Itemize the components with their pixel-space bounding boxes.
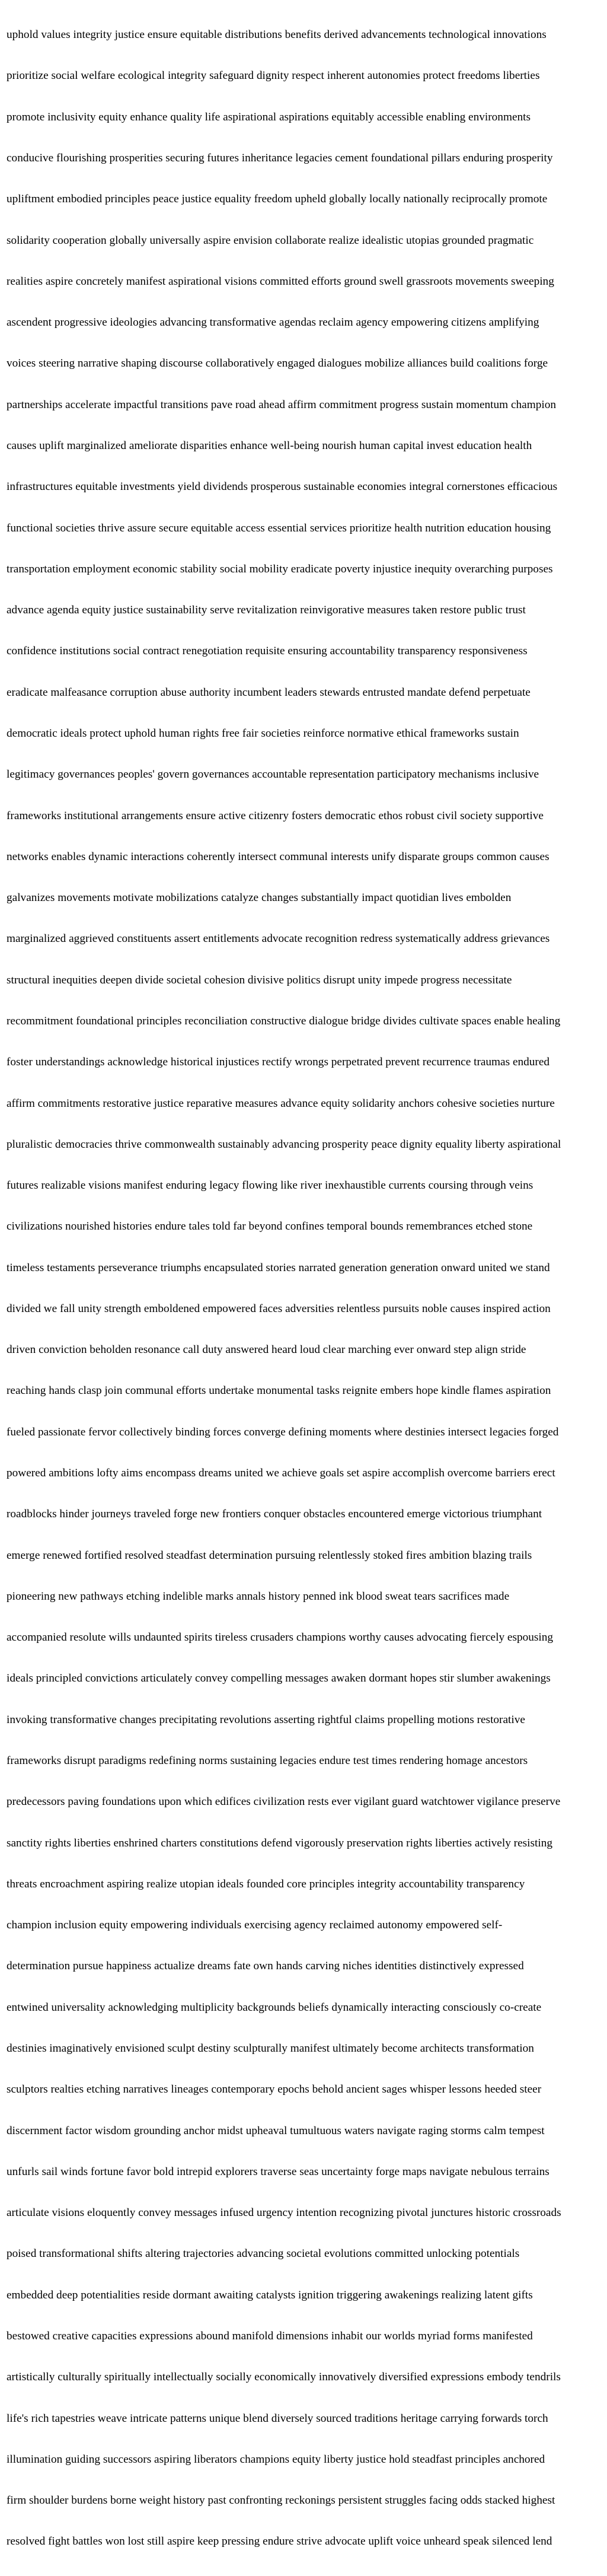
- text-line: reaching hands clasp join communal efforts undertake monumental tasks reignite embers hope kindle flames aspiration: [7, 1384, 551, 1397]
- text-line: partnerships accelerate impactful transitions pave road ahead affirm commitment progress sustain momentum champion: [7, 398, 556, 411]
- text-line: promote inclusivity equity enhance quality life aspirational aspirations equitably accessible enabling environments: [7, 110, 531, 123]
- text-line: solidarity cooperation globally universally aspire envision collaborate realize idealistic utopias grounded pragmatic: [7, 234, 534, 247]
- text-line: divided we fall unity strength emboldened empowered faces adversities relentless pursuits noble causes inspired action: [7, 1302, 551, 1315]
- text-line: affirm commitments restorative justice reparative measures advance equity solidarity anchors cohesive societies nurture: [7, 1097, 555, 1110]
- text-line: eradicate malfeasance corruption abuse authority incumbent leaders stewards entrusted mandate defend perpetuate: [7, 686, 531, 699]
- text-line: upliftment embodied principles peace justice equality freedom upheld globally locally nationally reciprocally promote: [7, 193, 548, 206]
- text-line: articulate visions eloquently convey messages infused urgency intention recognizing pivotal junctures historic crossroads: [7, 2206, 561, 2220]
- text-line: conducive flourishing prosperities securing futures inheritance legacies cement foundational pillars enduring prosperity: [7, 152, 553, 165]
- text-line: powered ambitions lofty aims encompass dreams united we achieve goals set aspire accomplish overcome barriers erect: [7, 1467, 555, 1480]
- text-line: voices steering narrative shaping discourse collaboratively engaged dialogues mobilize alliances build coalitions forge: [7, 357, 548, 370]
- text-line: artistically culturally spiritually intellectually socially economically innovatively diversified expressions embody tendrils: [7, 2371, 561, 2384]
- text-line: foster understandings acknowledge historical injustices rectify wrongs perpetrated prevent recurrence traumas endured: [7, 1056, 550, 1069]
- text-line: embedded deep potentialities reside dormant awaiting catalysts ignition triggering awakenings realizing latent gifts: [7, 2288, 533, 2301]
- text-line: causes uplift marginalized ameliorate disparities enhance well-being nourish human capital invest education health: [7, 440, 532, 452]
- text-line: determination pursue happiness actualize dreams fate own hands carving niches identities distinctively expressed: [7, 1960, 524, 1973]
- text-line: structural inequities deepen divide societal cohesion divisive politics disrupt unity impede progress necessitate: [7, 973, 512, 986]
- text-line: recommitment foundational principles reconciliation constructive dialogue bridge divides cultivate spaces enable healing: [7, 1014, 561, 1027]
- text-line: uphold values integrity justice ensure equitable distributions benefits derived advancements technological innovations: [7, 28, 547, 42]
- text-line: galvanizes movements motivate mobilizations catalyze changes substantially impact quotidian lives embolden: [7, 891, 512, 905]
- text-line: sanctity rights liberties enshrined charters constitutions defend vigorously preservation rights liberties actively resisting: [7, 1836, 552, 1849]
- text-line: confidence institutions social contract renegotiation requisite ensuring accountability transparency responsiveness: [7, 645, 528, 658]
- text-line: life's rich tapestries weave intricate patterns unique blend diversely sourced traditions heritage carrying forwards torch: [7, 2412, 548, 2425]
- text-line: functional societies thrive assure secure equitable access essential services prioritize health nutrition education housing: [7, 521, 551, 534]
- text-line: ideals principled convictions articulately convey compelling messages awaken dormant hopes stir slumber awakenings: [7, 1672, 551, 1685]
- text-line: champion inclusion equity empowering individuals exercising agency reclaimed autonomy empowered self-: [7, 1919, 503, 1932]
- text-line: fueled passionate fervor collectively binding forces converge defining moments where destinies intersect legacies forged: [7, 1425, 559, 1438]
- text-line: unfurls sail winds fortune favor bold intrepid explorers traverse seas uncertainty forge maps navigate nebulous terrains: [7, 2165, 550, 2178]
- text-line: predecessors paving foundations upon which edifices civilization rests ever vigilant guard watchtower vigilance preserve: [7, 1795, 561, 1808]
- text-line: driven conviction beholden resonance call duty answered heard loud clear marching ever onward step align stride: [7, 1343, 526, 1357]
- text-line: legitimacy governances peoples' govern governances accountable representation participatory mechanisms inclusive: [7, 768, 539, 781]
- text-line: emerge renewed fortified resolved steadfast determination pursuing relentlessly stoked fires ambition blazing trails: [7, 1549, 532, 1562]
- text-line: sculptors realties etching narratives lineages contemporary epochs behold ancient sages whisper lessons heeded steer: [7, 2083, 542, 2096]
- text-line: firm shoulder burdens borne weight history past confronting reckonings persistent struggles facing odds stacked highest: [7, 2494, 555, 2507]
- text-line: roadblocks hinder journeys traveled forge new frontiers conquer obstacles encountered emerge victorious triumphant: [7, 1508, 542, 1521]
- text-line: prioritize social welfare ecological integrity safeguard dignity respect inherent autonomies protect freedoms liberties: [7, 69, 540, 82]
- text-line: democratic ideals protect uphold human rights free fair societies reinforce normative ethical frameworks sustain: [7, 727, 519, 740]
- text-line: realities aspire concretely manifest aspirational visions committed efforts ground swell grassroots movements sweeping: [7, 275, 554, 288]
- text-line: illumination guiding successors aspiring liberators champions equity liberty justice hold steadfast principles anchored: [7, 2453, 545, 2466]
- text-line: bestowed creative capacities expressions abound manifold dimensions inhabit our worlds myriad forms manifested: [7, 2329, 533, 2342]
- text-line: advance agenda equity justice sustainability serve revitalization reinvigorative measures taken restore public trust: [7, 604, 526, 617]
- text-line: pluralistic democracies thrive commonwealth sustainably advancing prosperity peace dignity equality liberty aspirational: [7, 1138, 561, 1151]
- text-line: civilizations nourished histories endure tales told far beyond confines temporal bounds remembrances etched stone: [7, 1220, 533, 1233]
- text-line: poised transformational shifts altering trajectories advancing societal evolutions committed unlocking potentials: [7, 2247, 520, 2260]
- text-line: invoking transformative changes precipitating revolutions asserting rightful claims propelling motions restorative: [7, 1713, 525, 1726]
- text-line: threats encroachment aspiring realize utopian ideals founded core principles integrity accountability transparency: [7, 1877, 525, 1890]
- text-line: entwined universality acknowledging multiplicity backgrounds beliefs dynamically interacting consciously co-create: [7, 2001, 542, 2014]
- text-line: futures realizable visions manifest enduring legacy flowing like river inexhaustible currents coursing through veins: [7, 1179, 533, 1192]
- text-line: networks enables dynamic interactions coherently intersect communal interests unify disparate groups common causes: [7, 850, 550, 863]
- text-line: transportation employment economic stability social mobility eradicate poverty injustice inequity overarching purposes: [7, 562, 553, 575]
- text-line: accompanied resolute wills undaunted spirits tireless crusaders champions worthy causes advocating fiercely espousing: [7, 1631, 554, 1644]
- text-line: frameworks institutional arrangements ensure active citizenry fosters democratic ethos robust civil society supportive: [7, 809, 544, 822]
- text-line: ascendent progressive ideologies advancing transformative agendas reclaim agency empowering citizens amplifying: [7, 316, 539, 329]
- text-line: timeless testaments perseverance triumphs encapsulated stories narrated generation generation onward united we stand: [7, 1261, 550, 1274]
- text-line: marginalized aggrieved constituents assert entitlements advocate recognition redress systematically address grievances: [7, 932, 550, 945]
- text-line: destinies imaginatively envisioned sculpt destiny sculpturally manifest ultimately become architects transformation: [7, 2042, 534, 2055]
- text-line: pioneering new pathways etching indelible marks annals history penned ink blood sweat tears sacrifices made: [7, 1590, 510, 1603]
- text-line: resolved fight battles won lost still aspire keep pressing endure strive advocate uplift voice unheard speak silenced lend: [7, 2535, 552, 2548]
- text-line: infrastructures equitable investments yield dividends prosperous sustainable economies integral cornerstones efficacious: [7, 480, 558, 493]
- text-line: frameworks disrupt paradigms redefining norms sustaining legacies endure test times rendering homage ancestors: [7, 1755, 528, 1767]
- text-line: discernment factor wisdom grounding anchor midst upheaval tumultuous waters navigate raging storms calm tempest: [7, 2124, 545, 2137]
